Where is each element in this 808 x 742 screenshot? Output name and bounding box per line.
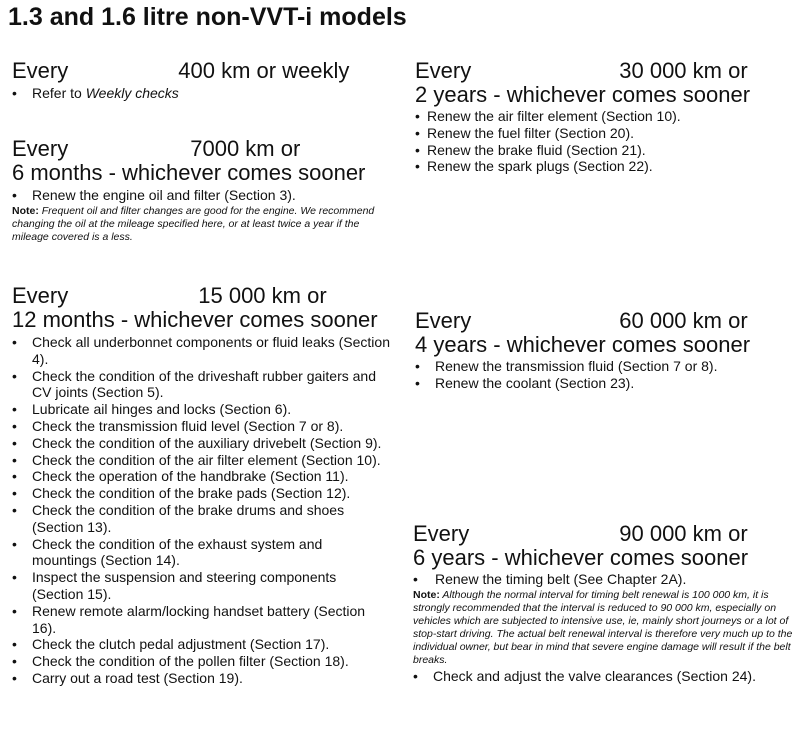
list-item [12, 334, 390, 368]
bullet: • [415, 358, 420, 374]
note-label: Note: [413, 588, 440, 601]
list-item [12, 653, 390, 670]
bullet: • [12, 501, 17, 518]
bullet: • [415, 158, 420, 175]
item-text: Check the condition of the air filter element (Section 10). [32, 451, 381, 468]
bullet: • [413, 667, 418, 684]
list-item [12, 85, 392, 102]
bullet: • [12, 434, 17, 451]
bullet: • [12, 85, 17, 101]
bullet: • [12, 535, 17, 552]
section-heading [12, 59, 392, 83]
task-list [413, 668, 800, 685]
item-text: Check the clutch pedal adjustment (Section 17). [32, 636, 330, 653]
interval-distance: 400 km or weekly [178, 58, 350, 83]
item-text: Check the operation of the handbrake (Section 11). [32, 468, 349, 485]
section-weekly [12, 59, 392, 102]
list-item [12, 569, 390, 603]
task-list [415, 108, 800, 175]
list-item [415, 358, 800, 375]
every-label: Every [12, 58, 69, 83]
list-item [415, 158, 800, 175]
item-text: Renew the brake fluid (Section 21). [427, 141, 646, 158]
item-text: Renew remote alarm/locking handset battery (Section 16). [32, 602, 366, 636]
interval-distance: 15 000 km or [198, 283, 327, 308]
item-text: Check the condition of the brake drums and shoes (Section 13). [32, 501, 345, 535]
section-60000 [415, 309, 800, 392]
section-heading [415, 309, 800, 333]
bullet: • [12, 451, 17, 468]
item-text: Refer to [32, 85, 86, 101]
section-heading [415, 59, 800, 83]
interval-distance: 30 000 km or [619, 58, 748, 83]
note [413, 589, 793, 667]
list-item [12, 401, 390, 418]
bullet: • [12, 401, 17, 418]
list-item [12, 368, 390, 402]
every-label: Every [415, 308, 472, 333]
bullet: • [12, 468, 17, 485]
section-7000 [12, 137, 390, 244]
bullet: • [415, 108, 420, 124]
item-text: Carry out a road test (Section 19). [32, 669, 243, 686]
item-text: Renew the coolant (Section 23). [435, 374, 635, 391]
section-heading [413, 522, 800, 546]
interval-time: 6 months - whichever comes sooner [12, 160, 366, 185]
section-90000 [413, 522, 800, 685]
list-item [415, 125, 800, 142]
note [12, 205, 388, 244]
list-item [12, 187, 390, 204]
bullet: • [12, 669, 17, 686]
bullet: • [413, 571, 418, 587]
task-list [413, 571, 800, 588]
item-text: Renew the transmission fluid (Section 7 or 8). [435, 358, 718, 374]
every-label: Every [12, 283, 69, 308]
list-item [12, 670, 390, 687]
note-text: Frequent oil and filter changes are good for the engine. We recommend changing the oil at the mileage specified here, or at least twice a year if the mileage covered is a less. [12, 204, 375, 243]
task-list [12, 187, 390, 204]
list-item [12, 536, 390, 570]
interval-time: 6 years - whichever comes sooner [413, 545, 749, 570]
interval-distance: 90 000 km or [619, 521, 748, 546]
interval-distance: 60 000 km or [619, 308, 748, 333]
bullet: • [12, 485, 17, 502]
every-label: Every [12, 136, 69, 161]
bullet: • [12, 334, 17, 350]
item-text: Check the condition of the auxiliary drivebelt (Section 9). [32, 434, 382, 451]
item-italic-text: Weekly checks [85, 85, 179, 101]
bullet: • [12, 569, 17, 586]
list-item [12, 452, 390, 469]
item-text: Check the condition of the pollen filter (Section 18). [32, 653, 349, 670]
list-item [415, 375, 800, 392]
task-list [415, 358, 800, 392]
item-text: Renew the spark plugs (Section 22). [427, 158, 653, 175]
item-text: Renew the fuel filter (Section 20). [427, 124, 634, 141]
bullet: • [12, 653, 17, 670]
list-item [12, 435, 390, 452]
item-text: Inspect the suspension and steering components (Section 15). [32, 569, 337, 602]
item-text: Check and adjust the valve clearances (Section 24). [433, 667, 756, 684]
item-text: Renew the timing belt (See Chapter 2A). [435, 571, 687, 587]
section-15000 [12, 284, 390, 687]
list-item [12, 636, 390, 653]
bullet: • [12, 602, 17, 619]
every-label: Every [415, 58, 472, 83]
note-label: Note: [12, 204, 39, 217]
item-text: Renew the engine oil and filter (Section 3). [32, 187, 296, 203]
bullet: • [415, 374, 420, 391]
interval-time: 2 years - whichever comes sooner [415, 82, 751, 107]
bullet: • [12, 187, 17, 203]
task-list [12, 334, 390, 687]
bullet: • [12, 636, 17, 653]
section-heading [12, 284, 390, 308]
interval-time: 12 months - whichever comes sooner [12, 307, 378, 332]
task-list [12, 85, 392, 102]
interval-time: 4 years - whichever comes sooner [415, 332, 751, 357]
item-text: Check all underbonnet components or fluid leaks (Section 4). [32, 334, 390, 367]
list-item [12, 468, 390, 485]
list-item [12, 418, 390, 435]
interval-distance: 7000 km or [190, 136, 301, 161]
list-item [12, 603, 390, 637]
list-item [415, 142, 800, 159]
section-30000 [415, 59, 800, 175]
section-heading [12, 137, 390, 161]
list-item [415, 108, 800, 125]
list-item [12, 485, 390, 502]
bullet: • [415, 141, 420, 158]
list-item [12, 502, 390, 536]
bullet: • [415, 124, 420, 141]
item-text: Check the transmission fluid level (Section 7 or 8). [32, 417, 344, 434]
note-text: Although the normal interval for timing belt renewal is 100 000 km, it is strongly recommended that the interval is reduced to 90 000 km, especially on vehicles which are subjected to intensive use, ie, mainly short journeys or a lot of stop-start driving. The actual belt renewal interval is therefore very much up to the individual owner, but bear in mind that severe engine damage will result if the belt breaks. [413, 588, 793, 666]
item-text: Renew the air filter element (Section 10). [427, 108, 681, 124]
list-item [413, 668, 800, 685]
every-label: Every [413, 521, 470, 546]
page-title: 1.3 and 1.6 litre non-VVT-i models [8, 3, 407, 31]
item-text: Check the condition of the driveshaft rubber gaiters and CV joints (Section 5). [32, 367, 376, 401]
list-item [413, 571, 800, 588]
item-text: Check the condition of the exhaust system and mountings (Section 14). [32, 535, 323, 569]
item-text: Check the condition of the brake pads (Section 12). [32, 485, 351, 502]
bullet: • [12, 367, 17, 384]
bullet: • [12, 417, 17, 434]
item-text: Lubricate ail hinges and locks (Section 6). [32, 401, 292, 418]
